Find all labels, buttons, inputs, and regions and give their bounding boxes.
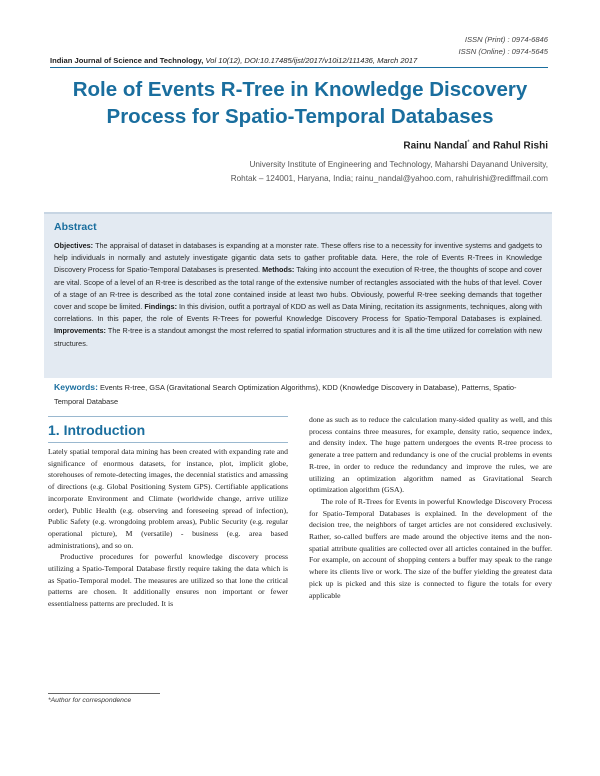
affiliation-line-1: University Institute of Engineering and Technology, Maharshi Dayanand University, bbox=[249, 160, 548, 169]
methods-text: Taking into account the execution of R-tree, the thoughts of scope and cover are vital. Scope of a level of an R-tree is described as the total range of the extensive number of rectangles associated with the hubs of that level. Cover of a stage of an R-tree is described as the total zone contained inside at least two hubs. Obviously, powerful R-tree seeking demands that together cover and scope be limited. bbox=[54, 265, 542, 312]
section-heading: 1. Introduction bbox=[48, 422, 146, 438]
right-column bbox=[309, 414, 552, 601]
section-rule-bottom bbox=[48, 442, 288, 443]
footnote: *Author for correspondence bbox=[48, 697, 132, 704]
paragraph: Productive procedures for powerful knowledge discovery process utilizing a Spatio-Temporal Database firstly require taking the data which is as Spatio-Temporal model. The measures are utilized so that lone the critical patterns are chosen. It additionally ensures non important or fewer essentialness patterns are precluded. It is bbox=[48, 552, 288, 609]
abstract-heading: Abstract bbox=[54, 221, 97, 233]
footnote-rule bbox=[48, 693, 160, 694]
author-1: Rainu Nandal bbox=[403, 140, 468, 152]
header-rule bbox=[50, 67, 548, 68]
improvements-text: The R-tree is a standout amongst the most referred to spatial information structures and it is all the time utilized for correlation with new structures. bbox=[54, 326, 542, 348]
running-header bbox=[50, 56, 417, 65]
paragraph: Lately spatial temporal data mining has been created with expanding rate and significance of enormous datasets, for instance, plot, implicit globe, storehouses of remote-detecting images, the decennial statistics and amassing of directions (e.g. Global Positioning System GPS). Certifiable applications incorporate Environment and Climate (worldwide change, arrive utilize order), Public Health (e.g. observing and foreseeing spread of infection), Public Safety (e.g. wrongdoing problem areas), Public Security (e.g. regular operational picture), M (versatile) - business (e.g. area based administrations), and so on. bbox=[48, 447, 288, 550]
citation: Vol 10(12), DOI:10.17485/ijst/2017/v10i12/111436, March 2017 bbox=[205, 56, 418, 65]
section-rule-top bbox=[48, 416, 288, 417]
abstract-text bbox=[54, 240, 542, 350]
improvements-label: Improvements: bbox=[54, 326, 106, 336]
affiliation-line-2: Rohtak – 124001, Haryana, India; rainu_nandal@yahoo.com, rahulrishi@rediffmail.com bbox=[230, 174, 548, 183]
authors bbox=[403, 140, 548, 151]
keywords-text: Events R-tree, GSA (Gravitational Search Optimization Algorithms), KDD (Knowledge Discovery in Database), Patterns, Spatio-Temporal Database bbox=[54, 383, 517, 406]
objectives-label: Objectives: bbox=[54, 241, 94, 250]
affiliation bbox=[168, 158, 548, 186]
issn-online: ISSN (Online) : 0974-5645 bbox=[458, 47, 548, 56]
title-line-2: Process for Spatio-Temporal Databases bbox=[106, 105, 494, 128]
journal-name: Indian Journal of Science and Technology, bbox=[50, 56, 204, 65]
methods-label: Methods: bbox=[262, 265, 295, 275]
issn-print: ISSN (Print) : 0974-6846 bbox=[464, 35, 548, 44]
keywords-label: Keywords: bbox=[54, 382, 98, 392]
author-2: Rahul Rishi bbox=[492, 140, 548, 152]
paragraph: done as such as to reduce the calculation many-sided quality as well, and this process contains three measures, for example, density ratio, sequence index, and density index. The huge pattern undergoes the events R-tree process to generate a tree pattern and redundancy is one of the crucial problems in events R-tree, in order to reduce the redundancy and improve the rules, we are utilizing an optimization algorithm named as Gravitational Search optimization algorithm (GSA). bbox=[309, 415, 552, 495]
title-line-1: Role of Events R-Tree in Knowledge Discovery bbox=[72, 78, 528, 101]
paragraph: The role of R-Trees for Events in powerful Knowledge Discovery Process for Spatio-Temporal Databases is explained. In the development of the decision tree, the neighbors of target articles are not considered exclusively. Rather, so-called buffers are made around the objective items and the non-spatial attribute qualities are collected over all articles contained in the buffer. For example, on account of shopping centers a buffer may speak to the range where its clients live or work. The size of the buffer yielding the greatest data pick up is picked and this size is connected to figure the totals for every applicable bbox=[309, 496, 552, 600]
left-column bbox=[48, 446, 288, 610]
corresponding-mark: * bbox=[467, 140, 470, 146]
findings-label: Findings: bbox=[144, 302, 177, 312]
objectives-text: The appraisal of dataset in databases is expanding at a monster rate. These offers rise to a necessity for inventive systems and gadgets to help individuals in normally and astutely investigate gigantic data sets to gather profitable data. Here, the role of Events R-Trees in Knowledge Discovery Process for Spatio-Temporal Databases is presented. bbox=[54, 241, 542, 275]
keywords bbox=[54, 380, 544, 409]
author-connector: and bbox=[469, 140, 493, 152]
findings-text: In this division, outfit a portrayal of KDD as well as Data Mining, recitation its assignments, techniques, along with correlations. In this paper, the role of Events R-Trees for powerful Knowledge Discovery Process for Spatio-Temporal Databases is explained. bbox=[54, 302, 542, 324]
paper-title bbox=[40, 76, 560, 130]
